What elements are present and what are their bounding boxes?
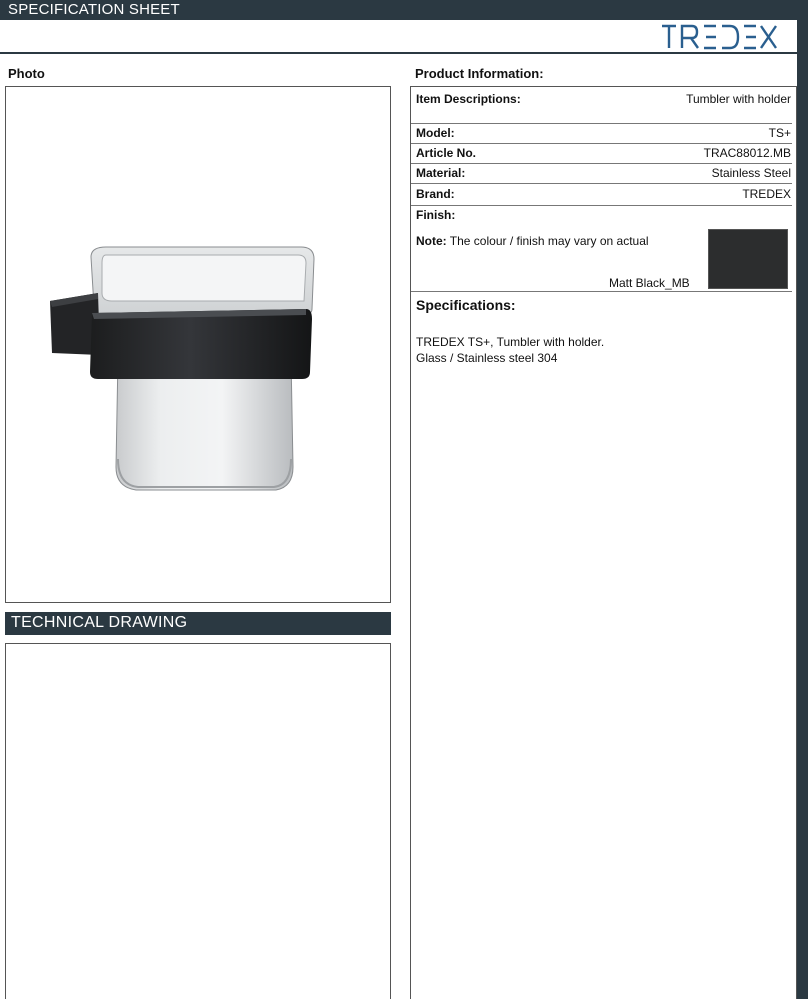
product-info-label: Product Information: xyxy=(415,66,544,81)
spec-line: TREDEX TS+, Tumbler with holder. xyxy=(416,335,605,349)
product-photo-frame xyxy=(5,86,391,603)
note-text: The colour / finish may vary on actual xyxy=(446,234,649,248)
info-key: Finish: xyxy=(416,208,456,222)
tredex-logo-icon xyxy=(660,22,780,52)
technical-drawing-title: TECHNICAL DRAWING xyxy=(11,614,188,631)
sheet-title: SPECIFICATION SHEET xyxy=(8,1,180,18)
info-row-material xyxy=(416,164,791,182)
info-row-brand xyxy=(416,185,791,203)
info-key: Material: xyxy=(416,166,466,180)
info-value: TRAC88012.MB xyxy=(703,146,791,160)
info-value: TS+ xyxy=(768,126,791,140)
photo-label: Photo xyxy=(8,66,45,81)
info-key: Article No. xyxy=(416,146,477,160)
info-row-model xyxy=(416,124,791,142)
info-row-item-description xyxy=(416,90,791,108)
finish-name: Matt Black_MB xyxy=(609,276,690,290)
finish-note xyxy=(416,234,649,248)
info-key: Model: xyxy=(416,126,455,140)
info-key: Item Descriptions: xyxy=(416,92,521,106)
header-bar xyxy=(0,0,797,20)
right-edge-bar xyxy=(797,0,808,999)
info-value: Stainless Steel xyxy=(711,166,791,180)
finish-color-swatch xyxy=(708,229,788,289)
product-info-panel xyxy=(410,86,797,999)
info-value: Tumbler with holder xyxy=(686,92,791,106)
info-row-article-no xyxy=(416,144,791,162)
note-label: Note: xyxy=(416,234,447,248)
header-divider xyxy=(0,52,797,54)
brand-logo xyxy=(660,22,780,52)
specifications-title: Specifications: xyxy=(416,297,516,313)
info-key: Brand: xyxy=(416,187,455,201)
spec-line: Glass / Stainless steel 304 xyxy=(416,351,558,365)
info-value: TREDEX xyxy=(742,187,791,201)
tumbler-with-holder-image xyxy=(6,87,390,602)
row-divider xyxy=(411,291,792,292)
technical-drawing-frame xyxy=(5,643,391,999)
row-divider xyxy=(411,183,792,184)
info-row-finish xyxy=(416,206,791,224)
technical-drawing-bar xyxy=(5,612,391,635)
